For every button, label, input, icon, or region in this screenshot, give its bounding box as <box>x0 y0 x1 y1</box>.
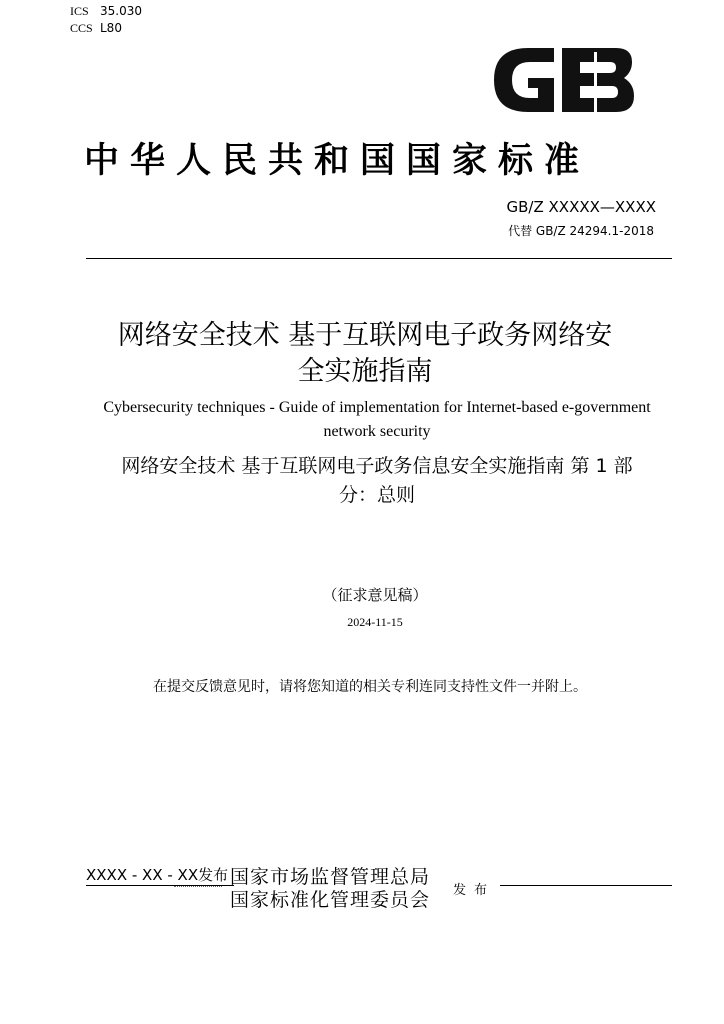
previous-title-line1: 网络安全技术 基于互联网电子政务信息安全实施指南 第 1 部 <box>121 455 633 477</box>
ccs-value: L80 <box>100 21 122 35</box>
footer-dots <box>174 886 222 890</box>
previous-title <box>80 452 674 510</box>
ccs-label: CCS <box>70 21 93 35</box>
header-divider <box>86 258 672 259</box>
org-samr: 国家市场监督管理总局 <box>230 866 431 888</box>
title-english <box>80 396 674 444</box>
classification-codes <box>70 3 142 37</box>
org-sac: 国家标准化管理委员会 <box>230 889 431 911</box>
draft-date: 2024-11-15 <box>347 615 403 629</box>
ics-label: ICS <box>70 4 89 18</box>
gb-logo-icon <box>490 42 636 118</box>
footer-rule-right <box>500 885 672 886</box>
title-chinese <box>70 318 660 390</box>
title-chinese-line1: 网络安全技术 基于互联网电子政务网络安 <box>117 320 613 351</box>
national-standard-heading: 中华人民共和国国家标准 <box>84 141 591 181</box>
ccs-code <box>70 20 142 37</box>
issue-date: XXXX - XX - XX发布 <box>86 866 229 884</box>
draft-label: （征求意见稿） <box>322 586 428 604</box>
publish-label: 发布 <box>453 883 496 898</box>
title-chinese-line2: 全实施指南 <box>297 356 433 387</box>
replaces-standard: 代替 GB/Z 24294.1-2018 <box>508 224 654 238</box>
issuing-organizations <box>230 866 430 912</box>
ics-value: 35.030 <box>100 4 142 18</box>
title-english-line2: network security <box>323 423 431 440</box>
standard-number: GB/Z XXXXX—XXXX <box>506 198 656 216</box>
ics-code <box>70 3 142 20</box>
title-english-line1: Cybersecurity techniques - Guide of implementation for Internet-based e-government <box>103 399 651 416</box>
patent-notice: 在提交反馈意见时，请将您知道的相关专利连同支持性文件一并附上。 <box>153 679 587 695</box>
gb-logo-text: GB <box>490 42 492 43</box>
previous-title-line2: 分：总则 <box>338 484 415 506</box>
